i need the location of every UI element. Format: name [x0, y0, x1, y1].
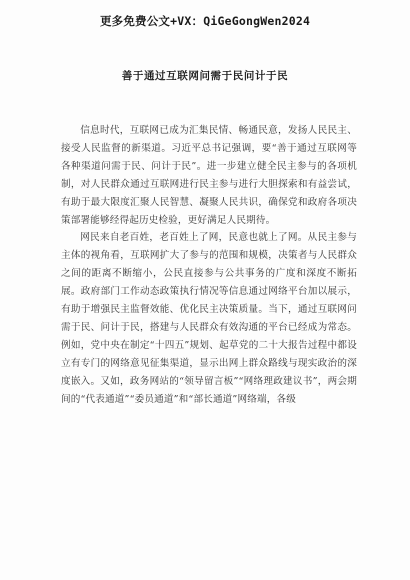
document-body [61, 122, 357, 409]
body-paragraph-2: 网民来自老百姓，老百姓上了网，民意也就上了网。从民主参与主体的视角看，互联网扩大了参与的范围和规模，决策者与人民群众之间的距离不断缩小，公民直接参与公共事务的广度和深度不断拓展。政府部门工作动态政策执行情况等信息通过网络平台加以展示，有助于增强民主监督效能、优化民主决策质量。当下，通过互联网问需于民、问计于民，搭建与人民群众有效沟通的平台已经成为常态。例如，党中央在制定“十四五”规划、起草党的二十大报告过程中都设立有专门的网络意见征集渠道，显示出网上群众路线与现实政治的深度嵌入。又如，政务网站的“领导留言板”“网络理政建议书”，两会期间的“代表通道”“委员通道”和“部长通道”网络端，各级 [61, 232, 357, 405]
document-title: 善于通过互联网问需于民问计于民 [121, 70, 289, 82]
page-header-banner: 更多免费公文+VX：QiGeGongWen2024 [99, 14, 311, 28]
body-paragraph-1: 信息时代，互联网已成为汇集民情、畅通民意，发扬人民民主、接受人民监督的新渠道。习近平总书记强调，要“善于通过互联网等各种渠道问需于民、问计于民”。进一步建立健全民主参与的各项机制，对人民群众通过互联网进行民主参与进行大胆探索和有益尝试，有助于最大限度汇聚人民智慧、凝聚人民共识，确保党和政府各项决策部署能够经得起历史检验，更好满足人民期待。 [61, 125, 357, 226]
